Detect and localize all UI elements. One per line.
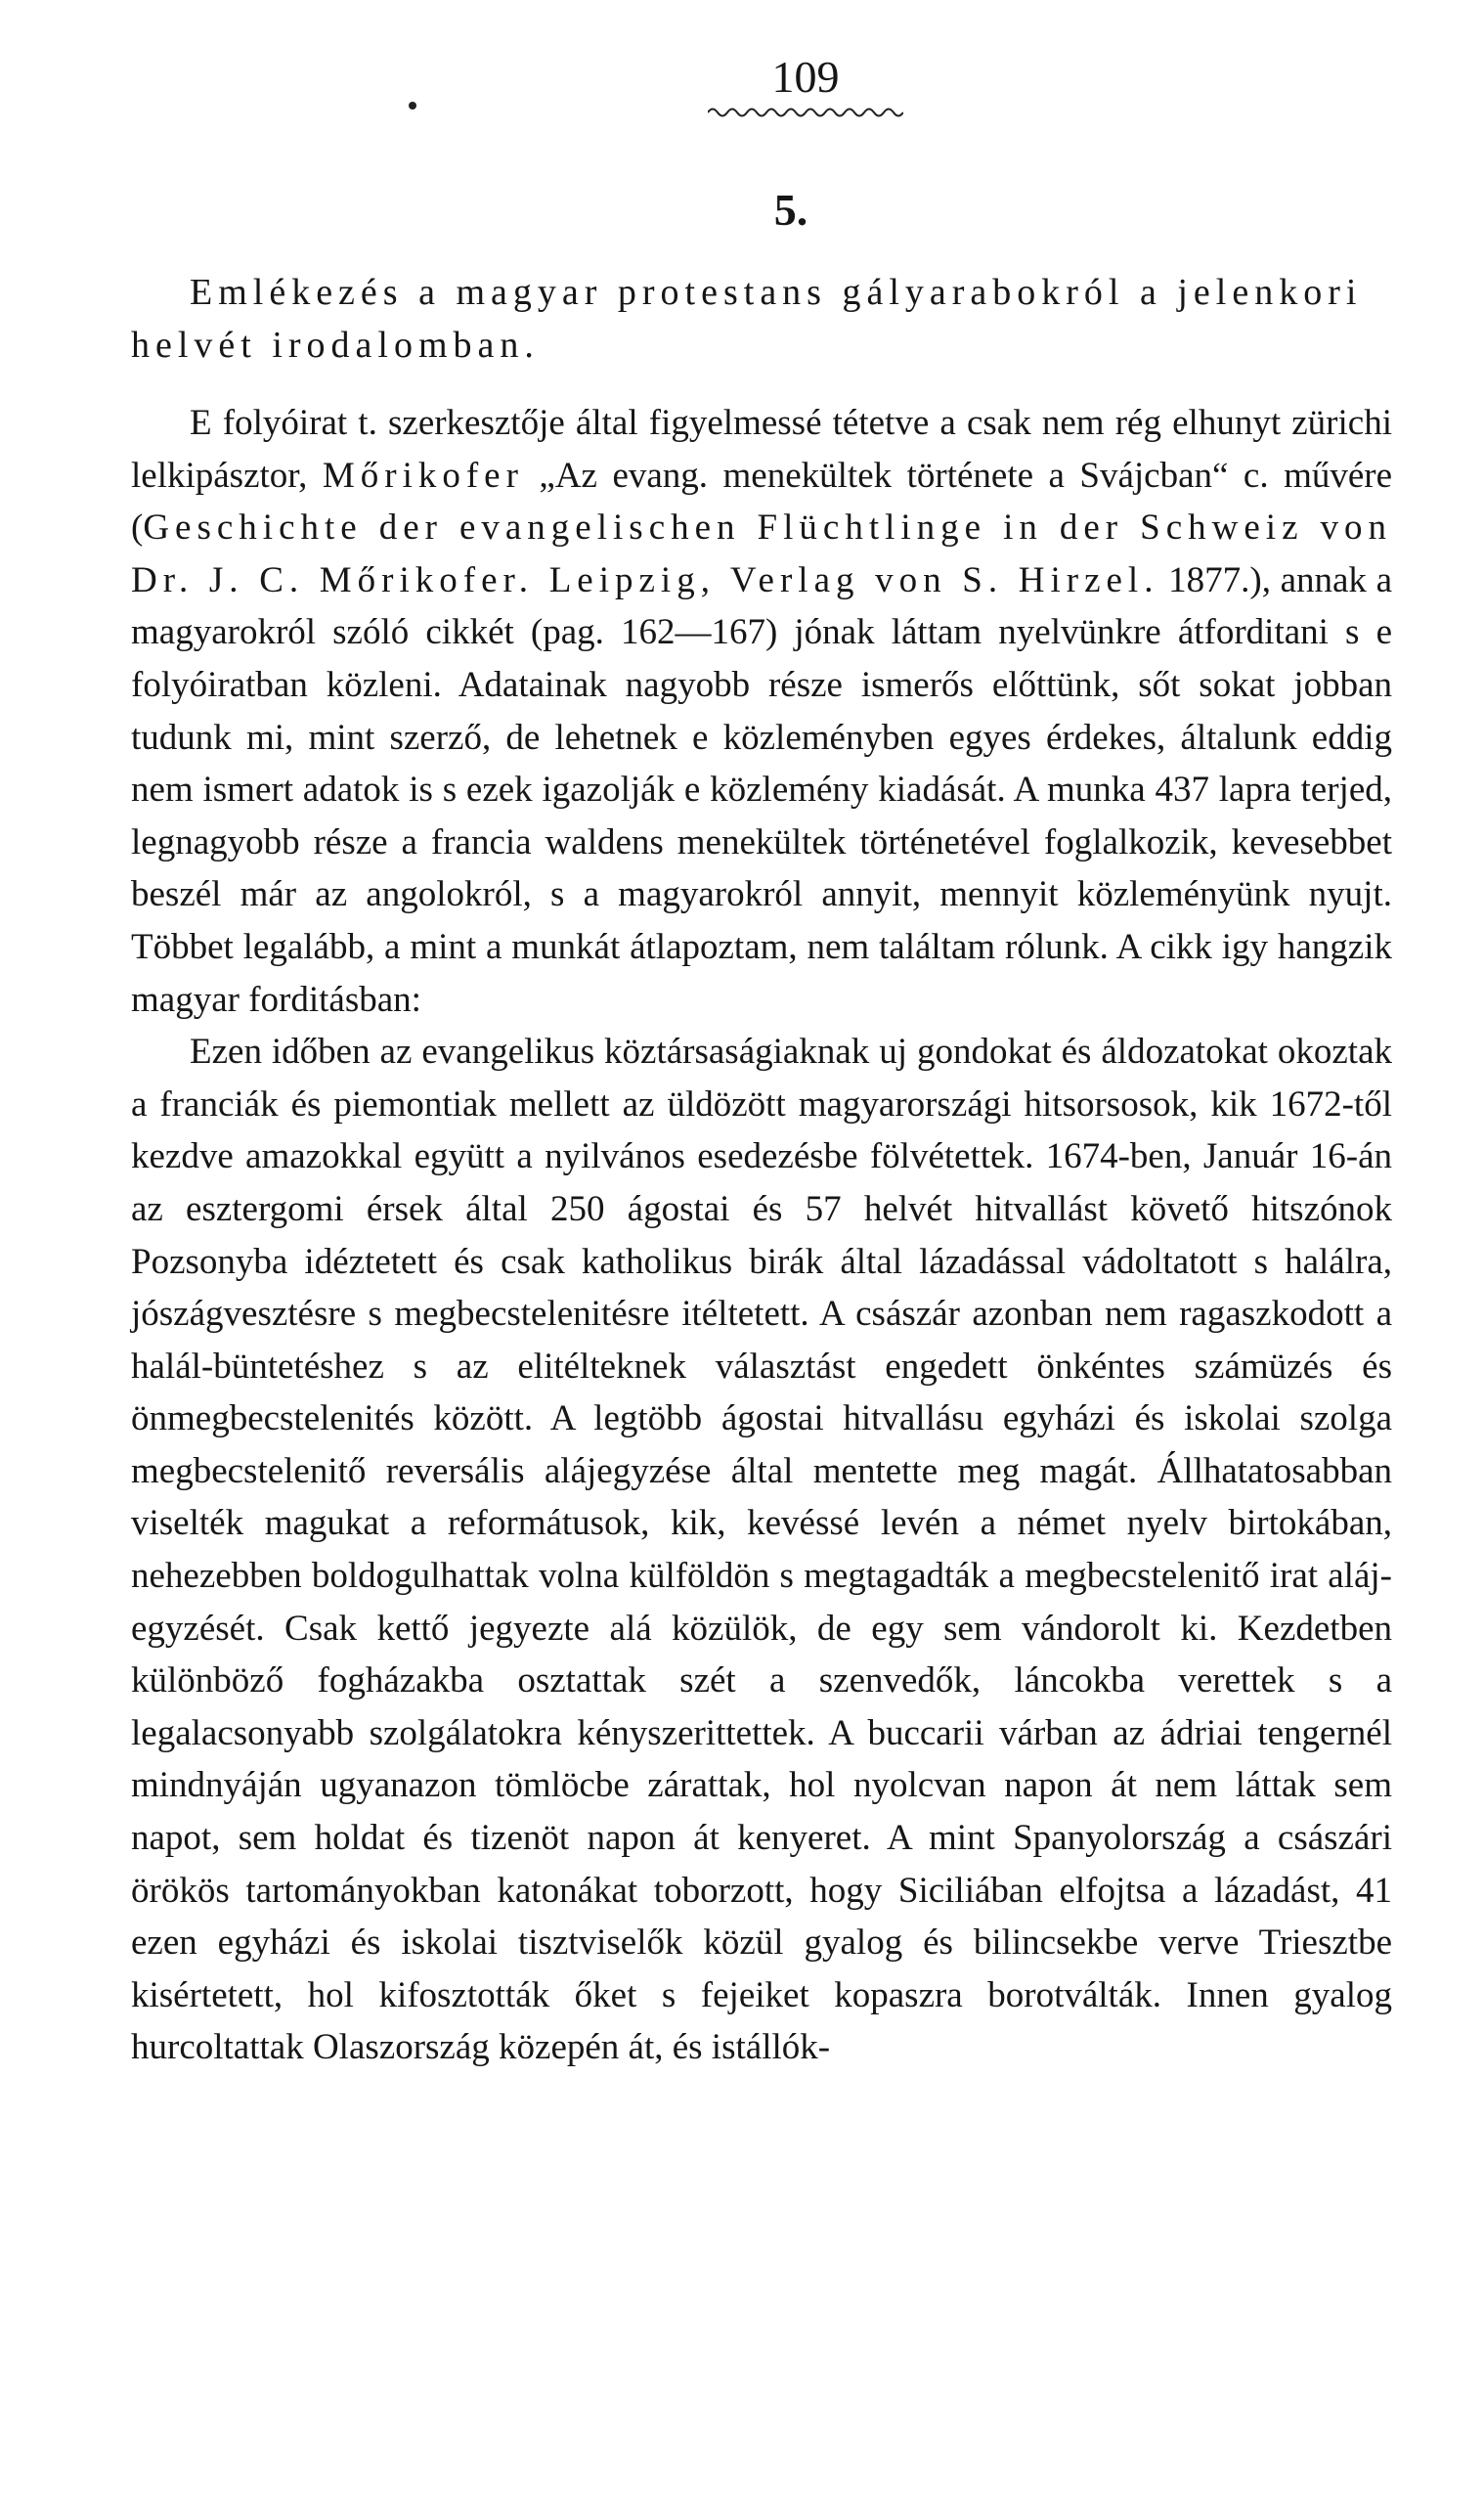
- article-body: [131, 397, 1392, 2074]
- book-title: Geschichte der evangelischen Flüchtlinge in der Schweiz von Dr. J. C. Mőrikofer. Leipzig, Verlag von S. Hirzel.: [131, 508, 1392, 600]
- author-name: Mőrikofer: [322, 455, 524, 496]
- intro-text-1: E folyóirat t. szerkesztője által figyelmessé tétetve a csak nem rég elhunyt zürichi lelkipásztor,: [131, 403, 1392, 496]
- article-title: Emlékezés a magyar protestans gályarabokról a jelenkori helvét irodalomban.: [131, 272, 1363, 366]
- intro-text-2: „Az evang. menekültek története a Svájcban“ c. művére (: [131, 455, 1393, 549]
- intro-text-3: 1877.), annak a magyarokról szóló cikkét (pag. 162—167) jónak láttam nyelvünkre átforditani s e folyóiratban közleni. Adatainak nagyobb része ismerős előttünk, sőt sokat jobban tudunk mi, mint szerző, de lehetnek e közleményben egyes érdekes, általunk eddig nem ismert adatok is s ezek igazolják e közlemény kiadását. A munka 437 lapra terjed, legnagyobb része a francia waldens menekültek történetével foglalkozik, kevesebbet beszél már az angolokról, s a magyarokról annyit, mennyit közleményünk nyujt. Többet legalább, a mint a munkát átlapoztam, nem találtam rólunk. A cikk igy hangzik magyar forditásban:: [131, 559, 1393, 1020]
- book-page: [131, 52, 1393, 2074]
- print-speck: [409, 102, 416, 110]
- section-number: 5.: [773, 185, 808, 235]
- page-number: 109: [771, 52, 840, 102]
- page-number-ornament: [219, 106, 1392, 119]
- paragraph-intro: [131, 397, 1392, 1026]
- paragraph-translation: Ezen időben az evangelikus köztársaságiaknak uj gondokat és áldozatokat okoztak a franciák és piemontiak mellett az üldözött magyarországi hitsorsosok, kik 1672-től kezdve amazokkal együtt a nyilvános esedezésbe fölvétettek. 1674-ben, Január 16-án az esztergomi érsek által 250 ágostai és 57 helvét hitvallást követő hitszónok Pozsonyba idéztetett és csak katholikus birák által lázadással vádoltatott s halálra, jószágvesztésre s megbecstelenitésre itéltetett. A császár azonban nem ragaszkodott a halál-büntetéshez s az elitélteknek választást engedett önkéntes számüzés és önmegbecstelenités között. A legtöbb ágostai hitvallásu egyházi és iskolai szolga megbecstelenitő reversális alájegyzése által mentette meg magát. Állhatatosabban viselték magukat a reformátusok, kik, kevéssé levén a német nyelv birtokában, nehezebben boldogulhattak volna külföldön s megtagadták a megbecstelenitő irat alájegyzését. Csak kettő jegyezte alá közülök, de egy sem vándorolt ki. Kezdetben különböző fogházakba osztattak szét a szenvedők, láncokba verettek s a legalacsonyabb szolgálatokra kényszerittettek. A buccarii várban az ádriai tengernél mindnyáján ugyanazon tömlöcbe zárattak, hol nyolcvan napon át nem láttak sem napot, sem holdat és tizenöt napon át kenyeret. A mint Spanyolország a császári örökös tartományokban katonákat toborzott, hogy Siciliában elfojtsa a lázadást, 41 ezen egyházi és iskolai tisztviselők közül gyalog és bilincsekbe verve Triesztbe kisértetett, hol kifosztották őket s fejeiket kopaszra borotválták. Innen gyalog hurcoltattak Olaszország közepén át, és istállók-: [131, 1032, 1392, 2068]
